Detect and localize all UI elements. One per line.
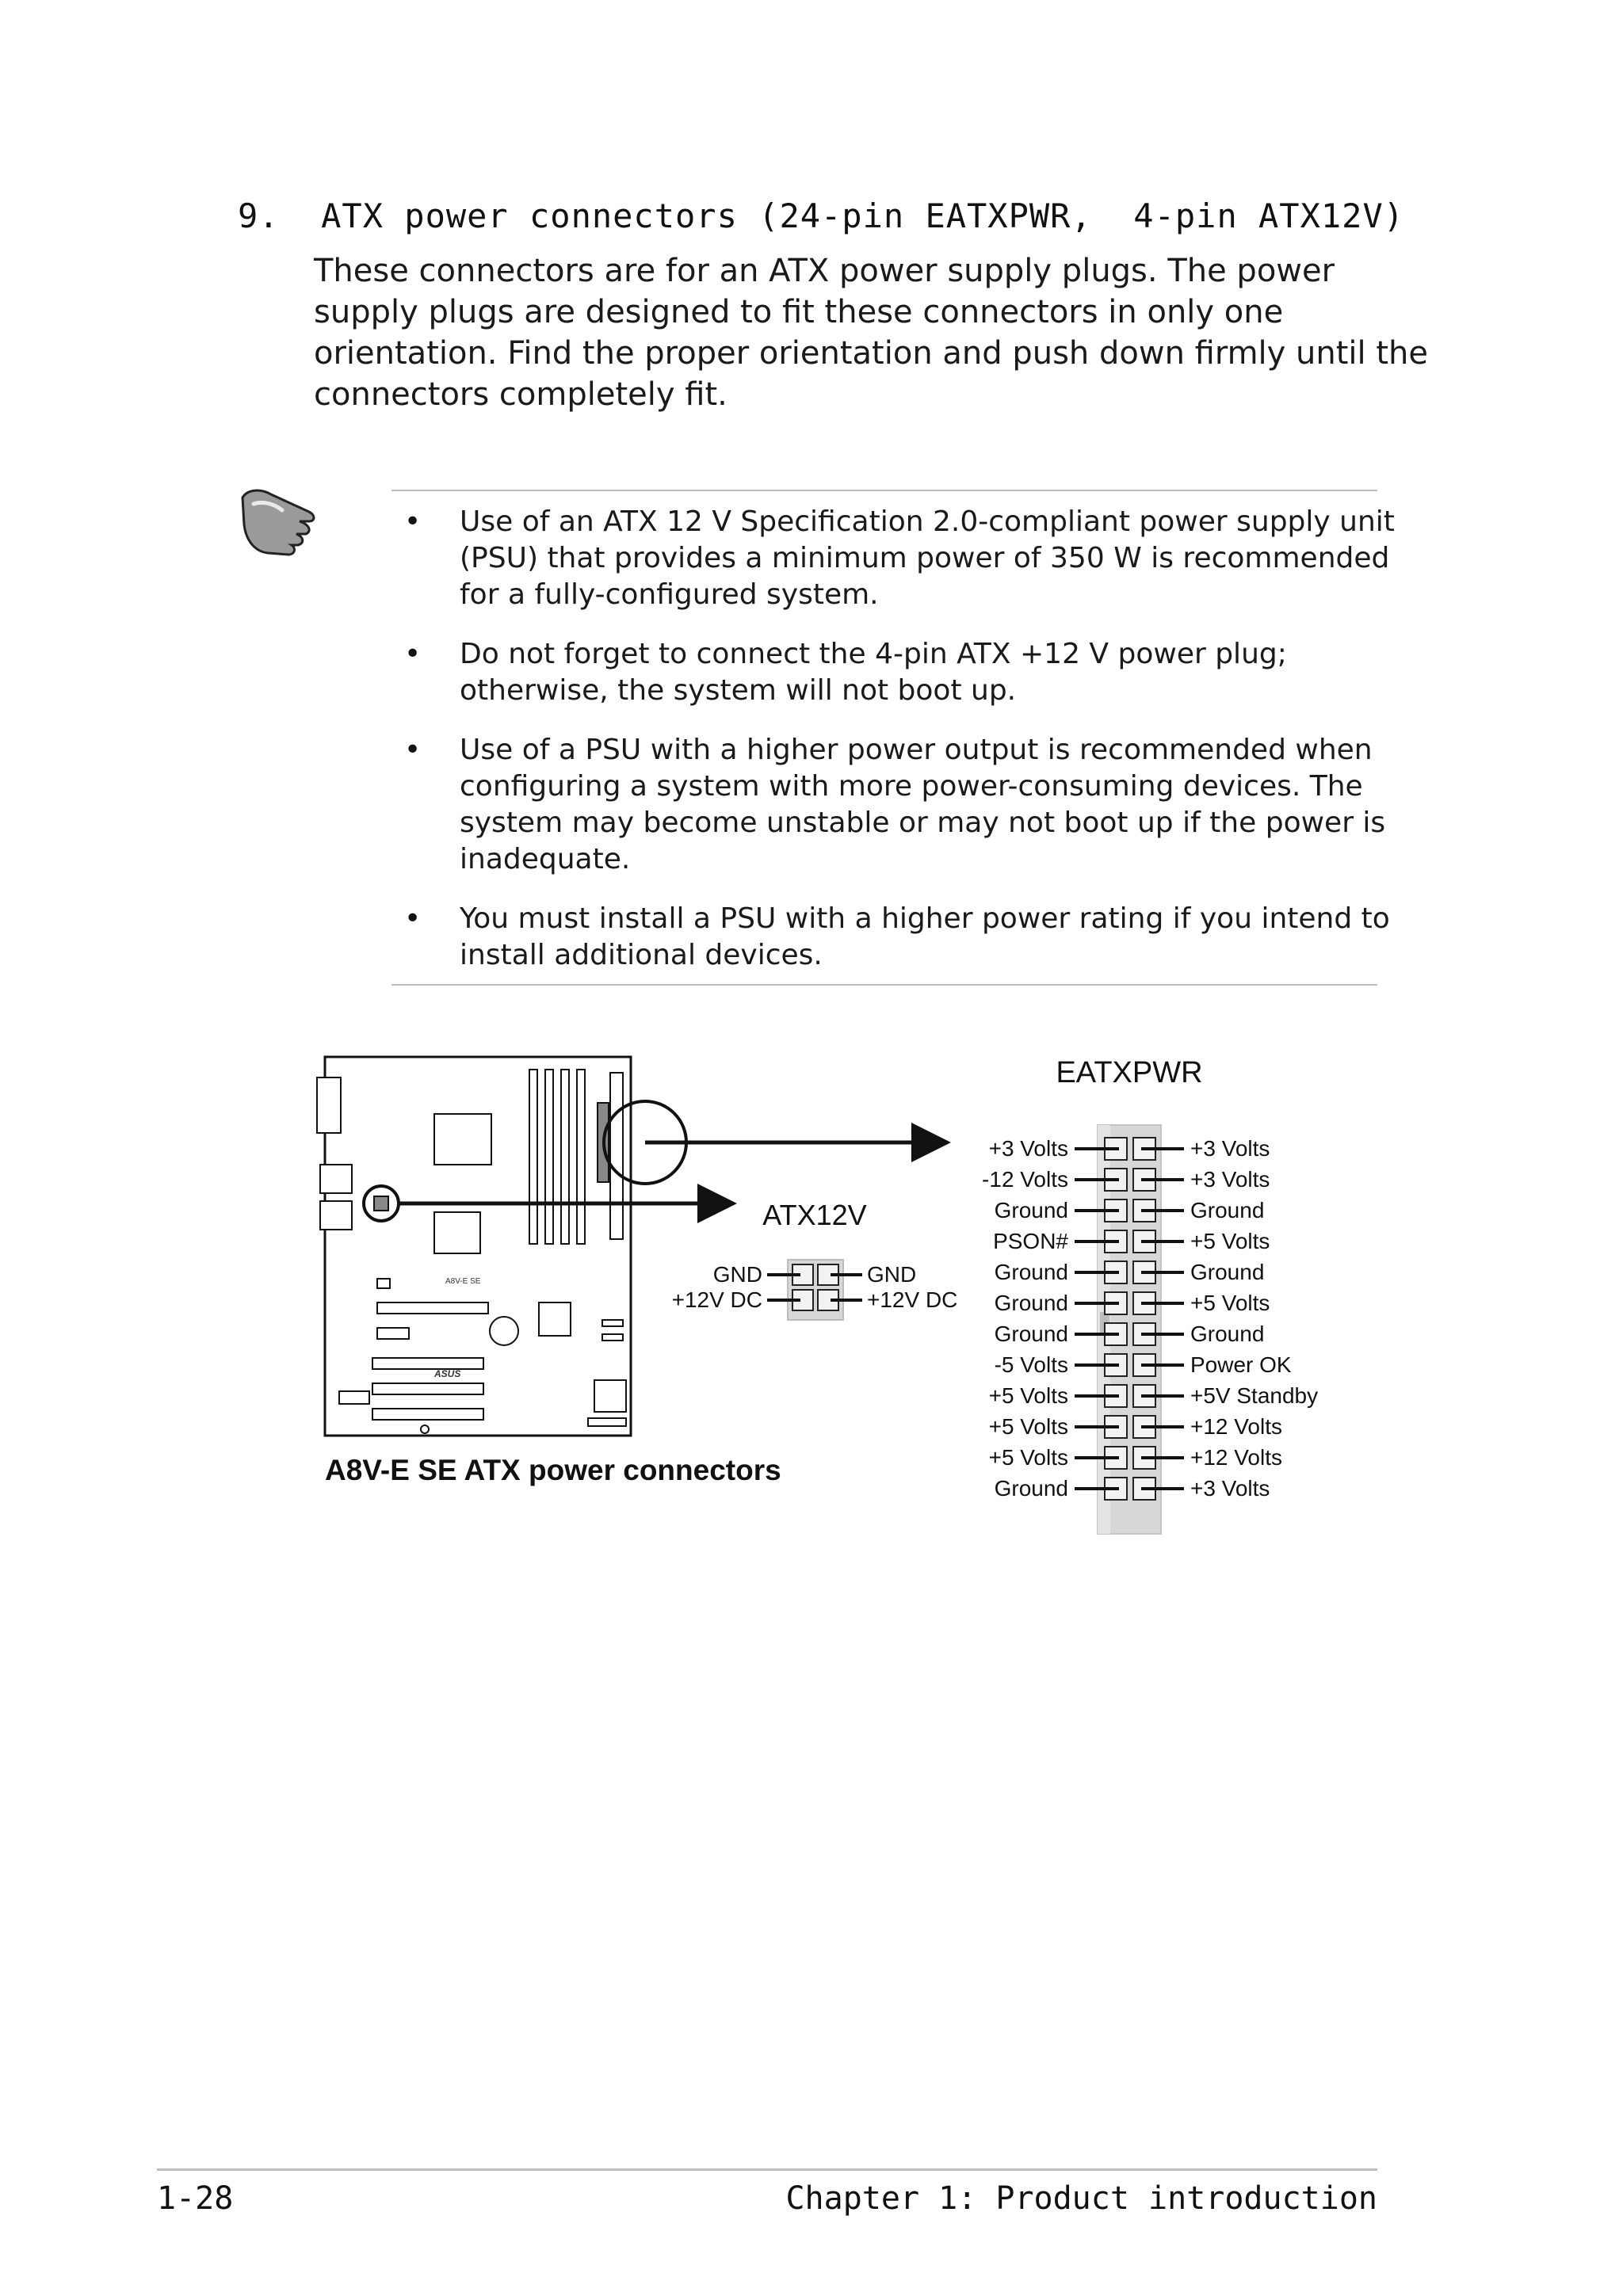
note-line: inadequate. (460, 843, 631, 875)
note-bottom-rule (391, 984, 1377, 986)
eatxpwr-pin-label: PSON# (993, 1229, 1068, 1253)
footer-rule (157, 2168, 1377, 2171)
eatxpwr-pin-label: Ground (994, 1291, 1068, 1315)
note-line: configuring a system with more power-consuming devices. The (460, 770, 1363, 803)
eatxpwr-pin-label: +5 Volts (988, 1414, 1068, 1439)
eatxpwr-pin-label: -5 Volts (994, 1352, 1068, 1377)
note-line: system may become unstable or may not boot up if the power is (460, 807, 1386, 839)
eatxpwr-pin-label: +3 Volts (1190, 1136, 1270, 1161)
note-item (396, 636, 1371, 709)
atx12v-title: ATX12V (762, 1199, 867, 1231)
eatxpwr-title: EATXPWR (1056, 1056, 1203, 1089)
note-line: You must install a PSU with a higher power rating if you intend to (460, 902, 1390, 935)
eatxpwr-pin-label: Ground (994, 1198, 1068, 1222)
eatxpwr-pin-label: Ground (994, 1322, 1068, 1346)
eatxpwr-pin-label: Ground (1190, 1322, 1265, 1346)
note-list (396, 504, 1395, 997)
eatxpwr-pin-label: +12 Volts (1190, 1414, 1282, 1439)
chapter-title: Chapter 1: Product introduction (785, 2180, 1377, 2217)
note-line: Do not forget to connect the 4-pin ATX +12 V power plug; (460, 638, 1287, 670)
eatxpwr-pin-row (989, 1383, 1319, 1408)
note-line: Use of an ATX 12 V Specification 2.0-compliant power supply unit (460, 505, 1395, 538)
bullet-icon: • (404, 638, 422, 670)
note-line: install additional devices. (460, 939, 823, 971)
eatxpwr-pin-row (982, 1167, 1270, 1192)
eatxpwr-pin-label: +5V Standby (1190, 1383, 1319, 1408)
power-connector-figure (301, 1030, 1426, 1545)
motherboard-layout (317, 1057, 686, 1436)
eatxpwr-pin-label: Ground (994, 1260, 1068, 1284)
intro-line: supply plugs are designed to fit these connectors in only one (314, 294, 1284, 330)
eatxpwr-pin-label: +12 Volts (1190, 1445, 1282, 1470)
intro-line: orientation. Find the proper orientation and push down firmly until the (314, 335, 1429, 372)
note-item (396, 901, 1390, 974)
figure-caption: A8V-E SE ATX power connectors (325, 1454, 781, 1486)
bullet-icon: • (404, 902, 422, 935)
board-model-label: A8V-E SE (445, 1277, 481, 1286)
eatxpwr-pin-row (989, 1414, 1282, 1439)
note-line: otherwise, the system will not boot up. (460, 674, 1017, 707)
atx12v-pin-label: +12V DC (671, 1287, 762, 1312)
atx12v-pin-label: GND (712, 1262, 762, 1287)
eatxpwr-pin-label: +5 Volts (1190, 1229, 1270, 1253)
eatxpwr-pin-label: +3 Volts (1190, 1476, 1270, 1501)
eatxpwr-pin-label: -12 Volts (982, 1167, 1068, 1192)
atx12v-pin-label: +12V DC (867, 1287, 958, 1312)
eatxpwr-pin-label: Ground (1190, 1260, 1265, 1284)
eatxpwr-pin-row (995, 1352, 1292, 1377)
eatxpwr-pin-label: +5 Volts (1190, 1291, 1270, 1315)
note-item (396, 504, 1395, 613)
note-item (396, 732, 1386, 878)
page-number: 1-28 (157, 2180, 234, 2217)
hand-pointing-icon (236, 483, 339, 563)
atx12v-connector (672, 1199, 958, 1320)
intro-paragraph (314, 250, 1429, 415)
note-line: Use of a PSU with a higher power output is recommended when (460, 734, 1373, 766)
eatxpwr-pin-label: +5 Volts (988, 1383, 1068, 1408)
bullet-icon: • (404, 734, 422, 766)
eatxpwr-connector (982, 1056, 1318, 1534)
eatxpwr-pin-label: +3 Volts (1190, 1167, 1270, 1192)
eatxpwr-pin-label: Ground (1190, 1198, 1265, 1222)
intro-line: connectors completely fit. (314, 376, 727, 413)
eatxpwr-pin-label: Ground (994, 1476, 1068, 1501)
note-top-rule (391, 490, 1377, 491)
note-line: for a fully-configured system. (460, 578, 879, 611)
atx12v-pin-label: GND (867, 1262, 917, 1287)
eatxpwr-pin-label: +3 Volts (988, 1136, 1068, 1161)
board-logo: ASUS (434, 1368, 461, 1379)
eatxpwr-pin-label: +5 Volts (988, 1445, 1068, 1470)
eatxpwr-pin-label: Power OK (1190, 1352, 1292, 1377)
intro-line: These connectors are for an ATX power supply plugs. The power (314, 253, 1335, 289)
bullet-icon: • (404, 505, 422, 538)
eatxpwr-pin-row (989, 1445, 1282, 1470)
section-title: 9. ATX power connectors (24-pin EATXPWR, 4-pin ATX12V) (238, 196, 1405, 235)
note-line: (PSU) that provides a minimum power of 350 W is recommended (460, 542, 1390, 574)
